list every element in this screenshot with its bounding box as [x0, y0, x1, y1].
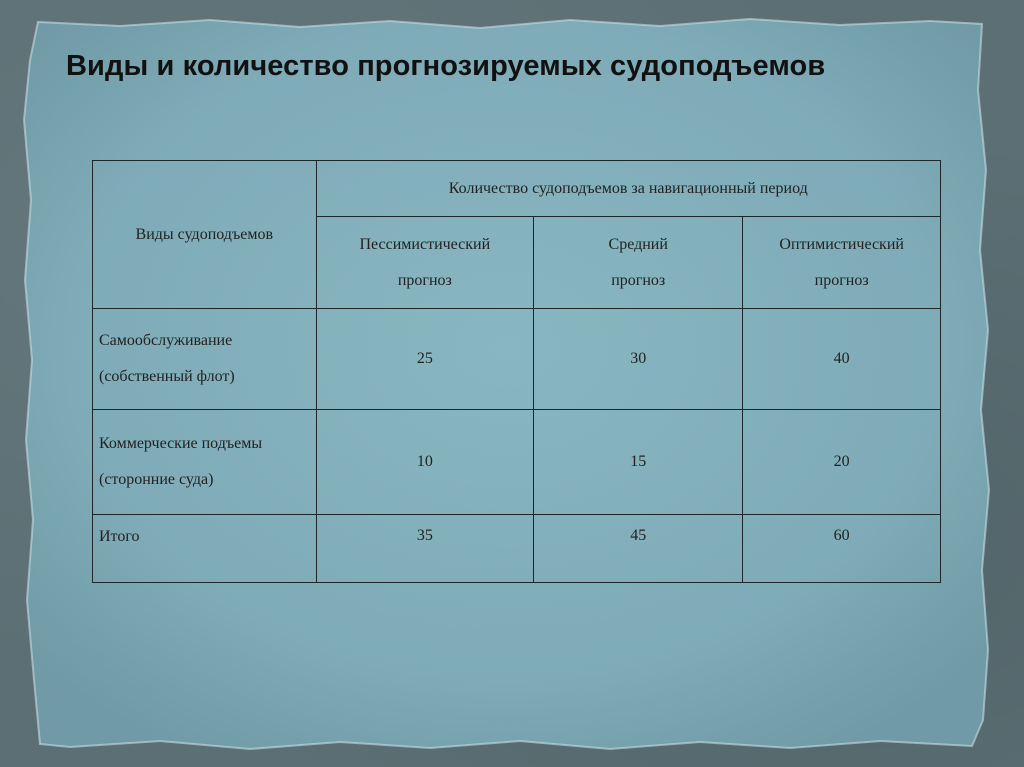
cell-value: 15 — [534, 410, 743, 515]
header-row — [93, 161, 941, 217]
cell-value: 60 — [743, 515, 941, 583]
total-row — [93, 515, 941, 583]
cell-value: 20 — [743, 410, 941, 515]
kinds-header: Виды судоподъемов — [93, 161, 317, 309]
row-label: Самообслуживание (собственный флот) — [93, 309, 317, 410]
scenario-header-optimistic: Оптимистический прогноз — [743, 217, 941, 309]
table-row — [93, 309, 941, 410]
cell-value: 10 — [316, 410, 534, 515]
scenario-header-pessimistic: Пессимистический прогноз — [316, 217, 534, 309]
cell-value: 30 — [534, 309, 743, 410]
row-label: Коммерческие подъемы (сторонние суда) — [93, 410, 317, 515]
page-title: Виды и количество прогнозируемых судоподъемов — [66, 50, 826, 82]
cell-value: 35 — [316, 515, 534, 583]
group-header: Количество судоподъемов за навигационный период — [316, 161, 940, 217]
cell-value: 45 — [534, 515, 743, 583]
cell-value: 40 — [743, 309, 941, 410]
scenario-header-average: Средний прогноз — [534, 217, 743, 309]
row-label: Итого — [93, 515, 317, 583]
table-row — [93, 410, 941, 515]
cell-value: 25 — [316, 309, 534, 410]
forecast-table — [92, 160, 941, 583]
